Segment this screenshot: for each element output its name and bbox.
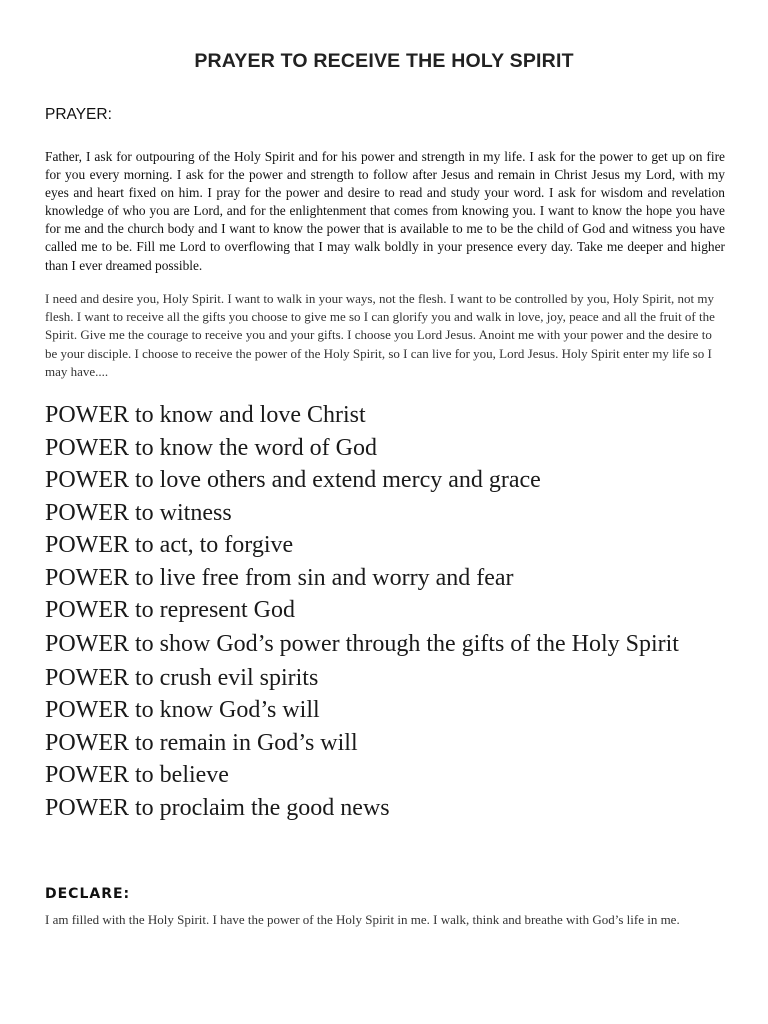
page-title: PRAYER TO RECEIVE THE HOLY SPIRIT xyxy=(194,50,574,72)
power-line: POWER to know the word of God xyxy=(45,434,377,461)
power-list xyxy=(45,399,735,824)
declare-paragraph: I am filled with the Holy Spirit. I have the power of the Holy Spirit in me. I walk, think and breathe with God’s life in me. xyxy=(45,912,680,927)
power-line: POWER to believe xyxy=(45,762,229,788)
power-line: POWER to crush evil spirits xyxy=(45,664,319,691)
power-line: POWER to live free from sin and worry and fear xyxy=(45,564,514,591)
declare-heading: DECLARE: xyxy=(45,886,131,902)
power-line: POWER to remain in God’s will xyxy=(45,729,358,756)
power-line: POWER to witness xyxy=(45,499,232,526)
power-line: POWER to know God’s will xyxy=(45,697,320,723)
power-line: POWER to act, to forgive xyxy=(45,532,294,558)
prayer-heading: PRAYER: xyxy=(45,106,112,123)
power-line: POWER to proclaim the good news xyxy=(45,794,390,821)
prayer-paragraph-1: Father, I ask for outpouring of the Holy Spirit and for his power and strength in my life. I ask for the power to get up on fire for you every morning. I ask for the power and strength to follow after Jesus and remain in Christ Jesus my Lord, with my eyes and heart fixed on him. I pray for the power and desire to read and study your word. I ask for wisdom and revelation knowledge of who you are Lord, and for the enlightenment that comes from knowing you. I want to know the hope you have for me and the church body and I want to know the power that is available to me to be the child of God and witness you have called me to be. Fill me Lord to overflowing that I may walk boldly in your presence every day. Take me deeper and higher than I ever dreamed possible. xyxy=(45,149,725,273)
prayer-paragraph-2: I need and desire you, Holy Spirit. I want to walk in your ways, not the flesh. I want to be controlled by you, Holy Spirit, not my flesh. I want to receive all the gifts you choose to give me so I can glorify you and walk in love, joy, peace and all the fruit of the Spirit. Give me the courage to receive you and your gifts. I choose you Lord Jesus. Anoint me with your power and the desire to be your disciple. I choose to receive the power of the Holy Spirit, so I can live for you, Lord Jesus. Holy Spirit enter my life so I may have.... xyxy=(45,291,715,379)
power-line: POWER to know and love Christ xyxy=(45,402,366,428)
power-line: POWER to represent God xyxy=(45,597,295,623)
power-line: POWER to love others and extend mercy and grace xyxy=(45,467,541,493)
power-line: POWER to show God’s power through the gifts of the Holy Spirit xyxy=(45,630,679,657)
